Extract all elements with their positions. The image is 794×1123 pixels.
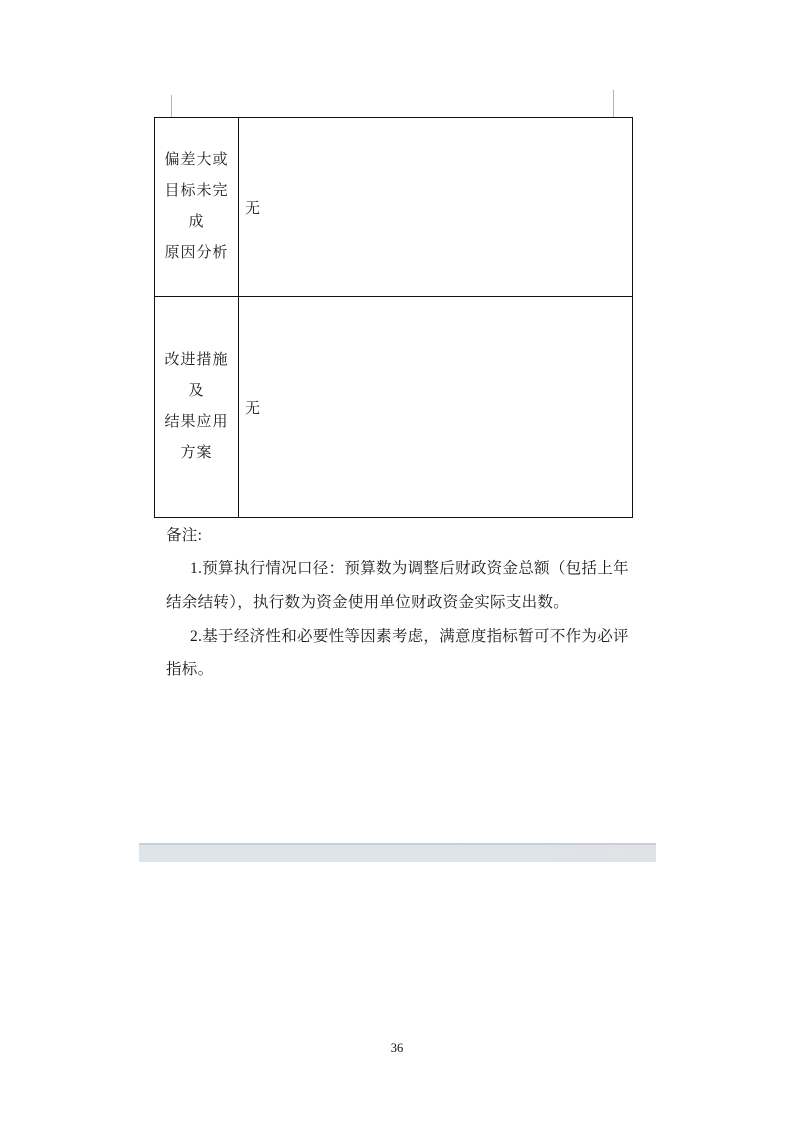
header-line: 结果应用 bbox=[164, 414, 229, 430]
divider-bar bbox=[139, 843, 656, 862]
evaluation-table bbox=[154, 117, 633, 518]
header-line: 原因分析 bbox=[164, 245, 229, 261]
note-1-line-1: 1.预算执行情况口径：预算数为调整后财政资金总额（包括上年 bbox=[190, 560, 629, 577]
header-line: 目标未完 bbox=[164, 183, 229, 199]
row-header-improvement-plan bbox=[155, 297, 239, 517]
cell-value: 无 bbox=[245, 200, 261, 217]
row-header-deviation-analysis bbox=[155, 118, 239, 297]
cell-value: 无 bbox=[245, 400, 261, 417]
text-boundary-mark-left bbox=[171, 95, 172, 117]
header-line: 改进措施 bbox=[164, 352, 229, 368]
page-number: 36 bbox=[390, 1041, 404, 1055]
text-boundary-mark-right bbox=[613, 90, 614, 117]
cell-deviation-analysis-value bbox=[239, 118, 632, 297]
note-2-line-2: 指标。 bbox=[166, 661, 214, 678]
header-line: 方案 bbox=[180, 445, 213, 461]
header-line: 偏差大或 bbox=[164, 152, 229, 168]
notes-label: 备注: bbox=[166, 527, 203, 544]
header-line: 成 bbox=[188, 214, 205, 230]
header-line: 及 bbox=[188, 383, 205, 399]
cell-improvement-plan-value bbox=[239, 297, 632, 517]
note-1-line-2: 结余结转），执行数为资金使用单位财政资金实际支出数。 bbox=[166, 594, 570, 611]
note-2-line-1: 2.基于经济性和必要性等因素考虑，满意度指标暂可不作为必评 bbox=[190, 628, 629, 645]
